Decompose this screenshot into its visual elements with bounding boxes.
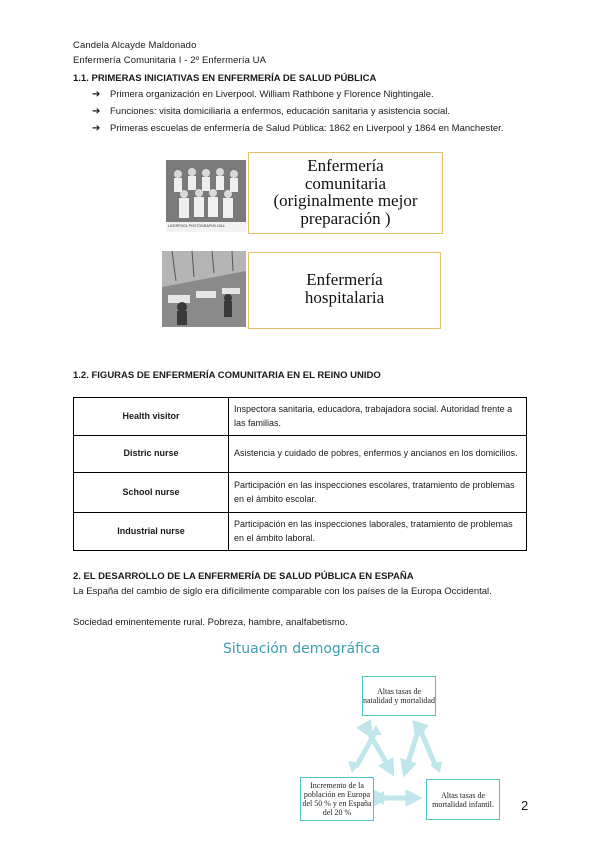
photo-caption: LIVERPOOL PHOTOGRAPHS 1914 xyxy=(168,224,225,228)
arrow-icon: ➔ xyxy=(92,89,101,100)
arrow-icon: ➔ xyxy=(92,123,101,134)
description-cell: Participación en las inspecciones laborales, tratamiento de problemas en el ámbito laboral. xyxy=(229,513,527,551)
description-cell: Asistencia y cuidado de pobres, enfermos y ancianos en los domicilios. xyxy=(229,436,527,473)
section-2-title: 2. EL DESARROLLO DE LA ENFERMERÍA DE SALUD PÚBLICA EN ESPAÑA xyxy=(73,571,414,582)
hospital-ward-photo xyxy=(162,251,246,327)
page-number: 2 xyxy=(521,798,529,813)
diagram-box-left: Incremento de la población en Europa del 50 % y en España del 20 % xyxy=(300,777,374,821)
nurses-photo-illustration xyxy=(166,160,246,232)
table-row xyxy=(74,398,527,436)
table-row xyxy=(74,513,527,551)
diagram-title: Situación demográfica xyxy=(223,641,381,657)
arrow-icon: ➔ xyxy=(92,106,101,117)
nursing-roles-table xyxy=(73,397,527,551)
course-name: Enfermería Comunitaria I - 2º Enfermería UA xyxy=(73,55,267,66)
nurses-group-photo xyxy=(166,160,246,232)
hospital-nursing-banner xyxy=(248,252,441,329)
role-cell: Industrial nurse xyxy=(74,513,229,551)
bullet-item: ➔ Primera organización en Liverpool. William Rathbone y Florence Nightingale. xyxy=(92,86,503,103)
section-1-2-title: 1.2. FIGURAS DE ENFERMERÍA COMUNITARIA EN EL REINO UNIDO xyxy=(73,370,381,381)
role-cell: School nurse xyxy=(74,473,229,513)
banner-line: Enfermería xyxy=(306,270,383,289)
banner-line: Enfermería xyxy=(307,156,384,175)
description-cell: Participación en las inspecciones escolares, tratamiento de problemas en el ámbito escolar. xyxy=(229,473,527,513)
description-cell: Inspectora sanitaria, educadora, trabajadora social. Autoridad frente a las familias. xyxy=(229,398,527,436)
section-1-1-title: 1.1. PRIMERAS INICIATIVAS EN ENFERMERÍA DE SALUD PÚBLICA xyxy=(73,73,377,84)
author-name: Candela Alcayde Maldonado xyxy=(73,40,197,51)
arrow-top-right-2 xyxy=(420,729,436,767)
section-1-1-bullets xyxy=(92,86,503,137)
bullet-item: ➔ Primeras escuelas de enfermería de Salud Pública: 1862 en Liverpool y 1864 en Manchester. xyxy=(92,120,503,137)
banner-line: preparación ) xyxy=(300,208,391,228)
banner-line: (originalmente mejor xyxy=(273,191,418,210)
diagram-box-right: Altas tasas de mortalidad infantil. xyxy=(426,779,500,820)
table-row xyxy=(74,473,527,513)
banner-line: comunitaria xyxy=(304,173,387,193)
section-2-paragraph: La España del cambio de siglo era difícilmente comparable con los países de la Europa Occidental. xyxy=(73,586,492,597)
role-cell: Distric nurse xyxy=(74,436,229,473)
role-cell: Health visitor xyxy=(74,398,229,436)
bullet-item: ➔ Funciones: visita domiciliaria a enfermos, educación sanitaria y asistencia social. xyxy=(92,103,503,120)
table-row xyxy=(74,436,527,473)
hospital-photo-illustration xyxy=(162,251,246,327)
community-nursing-banner xyxy=(248,152,443,234)
banner-line: hospitalaria xyxy=(304,288,385,307)
section-2-paragraph: Sociedad eminentemente rural. Pobreza, hambre, analfabetismo. xyxy=(73,617,348,628)
arrow-top-left xyxy=(356,731,376,767)
diagram-box-top: Altas tasas de natalidad y mortalidad xyxy=(362,676,436,716)
